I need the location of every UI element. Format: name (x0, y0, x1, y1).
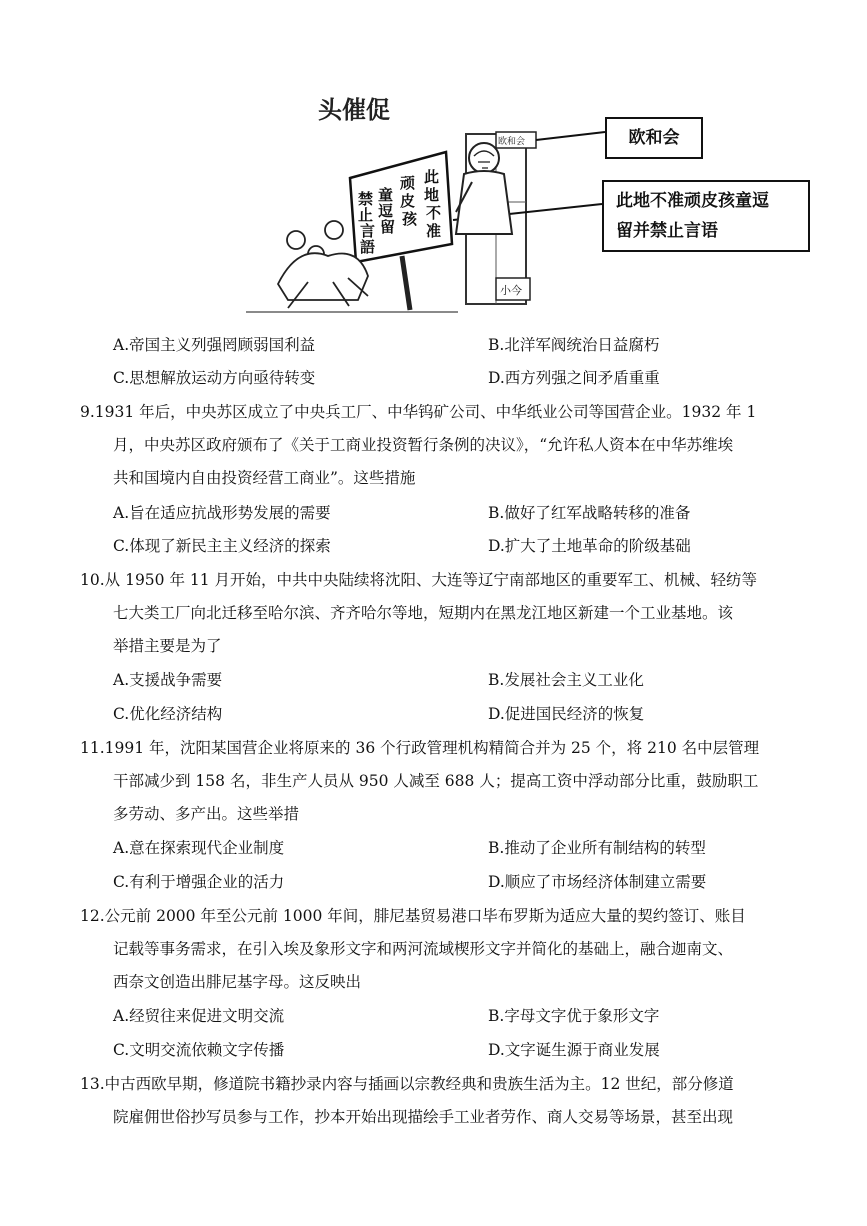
q11-stem-line-3: 多劳动、多产出。这些举措 (113, 805, 300, 823)
q10-option-b: B.发展社会主义工业化 (488, 671, 644, 689)
q10-option-d: D.促进国民经济的恢复 (488, 705, 645, 723)
callout-2-line-2: 留并禁止言语 (616, 221, 718, 241)
q8-option-b: B.北洋军阀统治日益腐朽 (488, 336, 660, 354)
q12-stem-line-2: 记载等事务需求，在引入埃及象形文字和两河流域楔形文字并简化的基础上，融合迦南文、 (113, 940, 734, 958)
q12-option-a: A.经贸往来促进文明交流 (113, 1007, 285, 1025)
q10-option-a: A.支援战争需要 (113, 671, 223, 689)
q10-option-c: C.优化经济结构 (113, 705, 223, 723)
q11-option-d: D.顺应了市场经济体制建立需要 (488, 873, 707, 891)
callout-2-line-1: 此地不准顽皮孩童逗 (616, 191, 769, 211)
q13-stem-line-2: 院雇佣世俗抄写员参与工作，抄本开始出现描绘手工业者劳作、商人交易等场景，甚至出现 (113, 1108, 734, 1126)
q9-stem-line-1: 9.1931 年后，中央苏区成立了中央兵工厂、中华钨矿公司、中华纸业公司等国营企业。1932 年 1 (80, 403, 757, 421)
q11-stem-line-1: 11.1991 年，沈阳某国营企业将原来的 36 个行政管理机构精简合并为 25 个，将 210 名中层管理 (80, 739, 760, 757)
q12-stem-line-1: 12.公元前 2000 年至公元前 1000 年间，腓尼基贸易港口毕布罗斯为适应大量的契约签订、账目 (80, 907, 746, 925)
q8-option-a: A.帝国主义列强罔顾弱国利益 (113, 336, 316, 354)
q10-stem-line-1: 10.从 1950 年 11 月开始，中共中央陆续将沈阳、大连等辽宁南部地区的重要军工、机械、轻纺等 (80, 571, 758, 589)
q9-stem-line-2: 月，中央苏区政府颁布了《关于工商业投资暂行条例的决议》，“允许私人资本在中华苏维埃 (113, 436, 734, 454)
q9-option-b: B.做好了红军战略转移的准备 (488, 504, 691, 522)
q12-option-d: D.文字诞生源于商业发展 (488, 1041, 660, 1059)
q13-stem-line-1: 13.中古西欧早期，修道院书籍抄录内容与插画以宗教经典和贵族生活为主。12 世纪，部分修道 (80, 1075, 734, 1093)
q11-option-b: B.推动了企业所有制结构的转型 (488, 839, 706, 857)
q12-option-c: C.文明交流依赖文字传播 (113, 1041, 285, 1059)
callout-sign-translation (602, 180, 810, 252)
cartoon-signature: 小今 (500, 284, 522, 297)
callout-1-text: 欧和会 (628, 128, 680, 148)
q10-stem-line-3: 举措主要是为了 (113, 637, 222, 655)
q11-option-c: C.有利于增强企业的活力 (113, 873, 285, 891)
q11-option-a: A.意在探索现代企业制度 (113, 839, 285, 857)
cartoon-top-caption: 头催促 (318, 95, 390, 124)
q9-option-c: C.体现了新民主主义经济的探索 (113, 537, 331, 555)
q10-stem-line-2: 七大类工厂向北迁移至哈尔滨、齐齐哈尔等地，短期内在黑龙江地区新建一个工业基地。该 (113, 604, 734, 622)
q12-option-b: B.字母文字优于象形文字 (488, 1007, 660, 1025)
q8-option-c: C.思想解放运动方向亟待转变 (113, 369, 316, 387)
q8-option-d: D.西方列强之间矛盾重重 (488, 369, 660, 387)
q9-option-d: D.扩大了土地革命的阶级基础 (488, 537, 691, 555)
cartoon-badge: 欧和会 (498, 137, 526, 147)
q12-stem-line-3: 西奈文创造出腓尼基字母。这反映出 (113, 973, 362, 991)
callout-european-peace-conference (605, 117, 703, 159)
q11-stem-line-2: 干部减少到 158 名，非生产人员从 950 人减至 688 人；提高工资中浮动部分比重，鼓励职工 (113, 772, 759, 790)
q9-stem-line-3: 共和国境内自由投资经营工商业”。这些措施 (113, 469, 416, 487)
q9-option-a: A.旨在适应抗战形势发展的需要 (113, 504, 331, 522)
svg-text:此地不准 顽皮孩 童逗留 禁止言語: 此地不准 顽皮孩 童逗留 禁止言語 (358, 168, 442, 256)
